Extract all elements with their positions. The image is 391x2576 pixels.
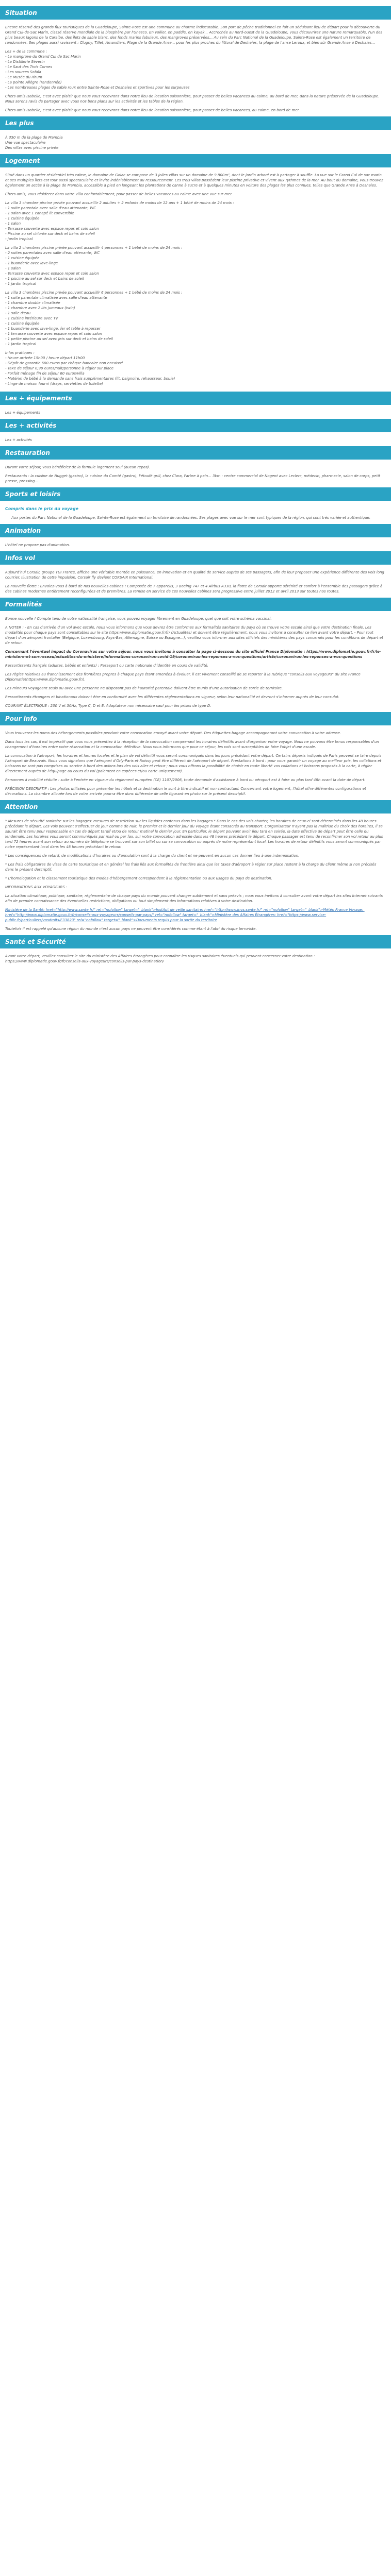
paragraph: INFORMATIONS AUX VOYAGEURS :: [5, 885, 68, 889]
list-line: - 1 buanderie avec lave-linge, fer et table à repasser: [5, 327, 101, 331]
section-header-formalites: [0, 598, 391, 611]
paragraph: Les + équipements: [5, 411, 41, 415]
paragraph: La convocation à l'aéroport, les horaires et heures locales et le plan de vol définitif vous seront communiqués dans les jours précédant votre départ. Certains départs indiqués de Paris peuvent se faire depuis l'aéroport de Beauvais. Nous vous signalons que l'aéroport d'Orly-Paris et Roissy peut être différent de l'aéroport de départ. Prestations à bord : pour vous garantir un voyage au meilleur prix, les collations et boissons ne sont pas comprises au service à bord des avions lors des vols aller et retour ; nous vous offrons la possibilité de choisir en toute liberté vos collations et boissons proposés à la carte, à régler directement auprès de l'équipage au cours du vol (paiement en espèces et/ou carte uniquement).: [5, 754, 383, 773]
section-header-restauration: [0, 446, 391, 460]
paragraph: Personnes à mobilité réduite : suite à l'entrée en vigueur du règlement européen (CE) 1107/2006, toute demande d'assistance à bord ou aéroport est à faire au plus tard 48h avant la date de départ.: [5, 778, 366, 782]
section-attention: [0, 819, 391, 931]
paragraph: * L'homologation et le classement touristique des modes d'hébergement correspondent à la réglementation ou aux usages du pays de destination.: [5, 876, 272, 880]
section-logement: [0, 173, 391, 386]
section-plus: [0, 135, 391, 150]
section-title: Sports et loisirs: [5, 490, 61, 498]
paragraph: Aux portes du Parc National de la Guadeloupe, Sainte-Rose est également un territoire de randonnées. Ses plages avec vue sur le mer sont typiques de la région, qui sont très variée et authentique.: [11, 516, 371, 520]
paragraph: Vous trouverez les noms des hébergements possibles pendant votre convocation envoyé avant votre départ. Des étiquettes bagage accompagneront votre convocation à votre adresse.: [5, 731, 341, 735]
section-header-plus: [0, 116, 391, 130]
list-line: - Taxe de séjour 0,90 euros/nuit/personne à régler sur place: [5, 366, 114, 370]
section-animation: [0, 543, 391, 548]
list-line: - 1 buanderie avec lave-linge: [5, 261, 58, 265]
subheading: Compris dans le prix du voyage: [5, 506, 79, 511]
list-line: - La Distillerie Séverin: [5, 60, 45, 64]
section-title: Santé et Sécurité: [5, 938, 66, 945]
page: [0, 0, 391, 964]
list-line: - Le Saut des Trois Cornes: [5, 65, 53, 69]
list-line: - Jardin tropical: [5, 237, 33, 241]
section-title: Logement: [5, 157, 40, 164]
list-line: - La pointe Allègre (randonnée): [5, 80, 62, 84]
list-line: - 1 cuisine équipée: [5, 321, 40, 326]
section-title: Les + équipements: [5, 395, 72, 402]
list-line: - Matériel de bébé à la demande sans frais supplémentaires (lit, baignoire, rehausseur, boule): [5, 377, 175, 381]
list-line: - 1 cuisine intérieure avec TV: [5, 316, 58, 320]
list-line: - Dépôt de garantie 600 euros par chèque bancaire non encaissé: [5, 361, 123, 365]
list-line: - Linge de maison fourni (draps, serviettes de toilette): [5, 382, 103, 386]
list-line: - Terrasse couverte avec espace repas et coin salon: [5, 272, 99, 276]
list-line: - 1 piscine au sel sur deck et bains de soleil: [5, 277, 84, 281]
section-pour-info: [0, 731, 391, 796]
list-line: - 1 salon avec 1 canapé lit convertible: [5, 211, 74, 215]
section-title: Infos vol: [5, 554, 35, 562]
paragraph: Les + activités: [5, 438, 32, 442]
paragraph: Les mineurs voyageant seuls ou avec une personne ne disposant pas de l'autorité parentale doivent être munis d'une autorisation de sortie de territoire.: [5, 686, 283, 690]
section-header-sante: [0, 935, 391, 948]
section-title: Formalités: [5, 601, 42, 608]
section-header-attention: [0, 800, 391, 814]
section-header-situation: [0, 6, 391, 20]
list-line: - Les nombreuses plages de sable roux entre Sainte-Rose et Deshaies et sportives pour les surpeuses: [5, 86, 190, 90]
list-line: - 1 cuisine équipée: [5, 216, 40, 221]
list-line: - Forfait ménage fin de séjour 60 euros/villa: [5, 371, 85, 376]
list-line: - 1 suite parentale climatisée avec salle d'eau attenante: [5, 296, 107, 300]
section-sante: [0, 954, 391, 964]
list-line: Des villas avec piscine privée: [5, 146, 59, 150]
paragraph: Restaurants : la cuisine de Nugget (gastro), la cuisine du Comté (gastro), l'étoufé grill, chez Clara, l'arbre à pain... 3km : centre commercial de Nogent avec Leclerc, médecin, pharmacie, salon de corps, petit presse, pressing...: [5, 474, 382, 483]
section-title: Pour info: [5, 715, 37, 722]
paragraph: Dans tous les cas, il est impératif que vous vous présentiez à la réception de la convocation comprenant les horaires définitifs avant d'organiser votre voyage. Nous ne pouvons être tenus responsables d'un changement d'horaires entre votre réservation et la convocation définitive. Nous vous informons que pour ce séjour, les vols sont susceptibles de faire l'objet d'une escale.: [5, 740, 380, 749]
section-header-animation: [0, 524, 391, 537]
paragraph: Aujourd'hui Corsair, groupe TUI France, affiche une véritable montée en puissance, en innovation et en qualité de service auprès de ses passagers, afin de leur proposer une expérience différente des vols long courrier. Illustration de cette impulsion, Corsair fly devient CORSAIR International.: [5, 570, 386, 580]
paragraph: PRÉCISION DESCRIPTIF : Les photos utilisées pour présenter les hôtels et la destination le sont à titre indicatif et non contractuel. Concernant votre logement, l'hôtel offre différentes configurations et décorations. La chambre allouée lors de votre arrivée pourra être donc différente de celle figurant en photo sur le présent descriptif.: [5, 787, 367, 796]
section-title: Attention: [5, 803, 38, 810]
section-header-activites: [0, 419, 391, 432]
section-header-equipements: [0, 392, 391, 405]
list-line: La villa 1 chambre piscine privée pouvant accueillir 2 adultes + 2 enfants de moins de 12 ans + 1 bébé de moins de 24 mois :: [5, 201, 234, 205]
paragraph: Toutefois il est rappelé qu'aucune région du monde n'est aucun pays ne peuvent être considérés comme étant à l'abri du risque terroriste.: [5, 927, 257, 931]
paragraph: Avant votre départ, veuillez consulter le site du ministère des Affaires étrangères pour connaître les risques sanitaires éventuels qui peuvent concerner votre destination : https://www.diplomatie.gouv.fr/fr/conseils-aux-voyageurs/conseils-par-pays-destination/: [5, 954, 316, 963]
paragraph: Situé dans un quartier résidentiel très calme, le domaine de Golac se compose de 3 jolies villas sur un domaine de 9 800m², dont le jardin arboré est à partager à souffle. La vue sur le Grand Cul de sac marin et ses multiples îlets est tout aussi spectaculaire et invite indéniablement au ressourcement. Les trois villas possèdent leur piscine privative et vivent aux rythmes de la mer. Au bout du domaine, vous trouvez également un accès à la plage de Mambia, accessible à pied en longeant les plantations de canne à sucre et à quelques minutes en voiture des plages les plus connues, telles que Grande Anse à Deshaies.: [5, 173, 384, 188]
list-line: - 1 suite parentale avec salle d'eau attenante, WC: [5, 206, 96, 210]
list-line: - Le Musée du Rhum: [5, 75, 42, 79]
paragraph: Bonne nouvelle ! Compte tenu de votre nationalité française, vous pouvez voyager librement en Guadeloupe, quel que soit votre schéma vaccinal.: [5, 617, 272, 621]
section-equipements: [0, 410, 391, 415]
list-line: Les + de la commune :: [5, 49, 47, 54]
list-line: À 350 m de la plage de Mambia: [5, 135, 63, 140]
paragraph: Les règles relatives au franchissement des frontières propres à chaque pays étant amenées à évoluer, il est vivement conseillé de se reporter à la rubrique "conseils aux voyageurs" du site France Diplomatie(https://www.diplomatie.gouv.fr/).: [5, 672, 362, 682]
list-line: - 1 chambre avec 2 lits jumeaux (twin): [5, 306, 75, 310]
list-line: - 1 salle d'eau: [5, 311, 31, 315]
paragraph: * Les conséquences de retard, de modifications d'horaires ou d'annulation sont à la charge du client et ne peuvent en aucun cas donner lieu à une indemnisation.: [5, 854, 300, 858]
paragraph: COURANT ÉLECTRIQUE : 230 V et 50Hz, Type C, D et E. Adaptateur non nécessaire sauf pour les prises de type D.: [5, 704, 211, 708]
paragraph: L'hôtel ne propose pas d'animation.: [5, 543, 70, 547]
section-sports: [0, 506, 391, 520]
list-line: - 1 petite piscine au sel avec jets sur deck et bains de soleil: [5, 337, 113, 341]
paragraph: * Mesures de sécurité sanitaire sur les bagages: mesures de restriction sur les liquides contenus dans les bagages * Dans le cas des vols charter, les horaires de ceux-ci sont déterminés dans les 48 heures précédant le départ. Les vols peuvent s'effectuer de jour comme de nuit, le premier et le dernier jour du voyage étant consacrés au transport. L'organisateur n'ayant pas la maîtrise du choix des horaires, il se saurait être tenu pour responsable en cas de départ tardif et/ou de retour matinal le dernier jour. En particulier, le départ pouvant avoir lieu tard en soirée, la date effective de départ peut être celle du lendemain. Les horaires vous seront communiqués par mail ou par fax, sur votre convocation adressée dans les 48 heures précédant le départ. Chaque passager est tenu de reconfirmer son vol retour au plus tard 72 heures avant son retour au numéro de téléphone se trouvant sur son billet ou sur sa convocation ou auprès de notre représentant local. Les horaires de retour définitifs vous seront communiqués par notre représentant local dans les 48 heures précédant le retour.: [5, 819, 384, 849]
list-line: La villa 3 chambres piscine privée pouvant accueillir 6 personnes + 1 bébé de moins de 24 mois :: [5, 291, 183, 295]
section-title: Restauration: [5, 449, 50, 456]
list-line: Une vue spectaculaire: [5, 141, 46, 145]
list-line: - 1 jardin tropical: [5, 342, 36, 346]
list-line: La villa 2 chambres piscine privée pouvant accueillir 4 personnes + 1 bébé de moins de 24 mois :: [5, 246, 183, 250]
list-line: - 1 terrasse couverte avec espace repas et coin salon: [5, 332, 102, 336]
list-line: - Heure arrivée 15h00 / heure départ 11h00: [5, 356, 85, 360]
paragraph: Chers amis Isabelle, c'est avec plaisir que nous vous recevrons dans notre lieu de location saisonnière, pour passer de belles vacances au calme, au bord de mer, dans la nature préservée de la Guadeloupe. Nous serons ravis de partager avec vous nos bons plans sur les activités et les tables de la région.: [5, 94, 381, 104]
section-restauration: [0, 465, 391, 484]
section-header-sports: [0, 487, 391, 501]
section-situation: [0, 25, 391, 113]
section-title: Les + activités: [5, 422, 57, 429]
paragraph: Chers amis, vous résiderez dans votre villa confortablement, pour passer de belles vacances au calme avec une vue sur mer.: [5, 192, 233, 196]
paragraph: La situation climatique, politique, sanitaire, réglementaire de chaque pays du monde pouvant changer subitement et sans préavis ; nous vous invitons à consulter avant votre départ les sites Internet suivants afin de prendre connaissance des éventuelles restrictions, obligations ou tout simplement des informations relatives à votre destination.: [5, 894, 384, 903]
section-header-infos-vol: [0, 551, 391, 565]
list-line: - 1 chambre double climatisée: [5, 301, 60, 305]
paragraph: Durant votre séjour, vous bénéficiez de la formule logement seul (aucun repas).: [5, 465, 150, 469]
list-line: - 1 cuisine équipée: [5, 256, 40, 260]
list-line: - Piscine au sel chlorée sur deck et bains de soleil: [5, 232, 95, 236]
links-paragraph[interactable]: Ministère de la Santé: href="http://www.sante.fr/" rel="nofollow" target="_blank">Institut de veille sanitaire: href="http://www.invs.sante.fr/" rel="nofollow" target="_blank">Météo France Voyage: href="http://www.diplomatie.gouv.fr/fr/conseils-aux-voyageurs/conseils-par-pays/" rel="nofollow" target="_blank">Ministère des Affaires Étrangères: href="https://www.service-public.fr/particuliers/vosdroits/F33823" rel="nofollow" target="_blank">Documents requis pour la sortie du territoire: [5, 908, 365, 922]
list-line: - Les sources Sofaïa: [5, 70, 41, 74]
paragraph: Ressortissants étrangers et binationaux doivent être en conformité avec les différentes réglementations en vigueur, selon leur nationalité et devront s'informer auprès de leur consulat.: [5, 695, 340, 699]
paragraph: Ressortissants français (adultes, bébés et enfants) : Passeport ou carte nationale d'identité en cours de validité.: [5, 664, 209, 668]
list-line: - La mangrove du Grand Cul de Sac Marin: [5, 55, 81, 59]
section-infos-vol: [0, 570, 391, 594]
paragraph: A NOTER : - En cas d'arrivée d'un vol avec escale, nous vous informons que vous devrez être conformes aux formalités sanitaires du pays où se trouve votre escale ainsi que votre destination finale. Les modalités pour chaque pays sont consultables sur le site https://www.diplomatie.gouv.fr/fr/ (Actualités) et doivent être régulièrement, nous vous invitons à consulter ce lien avant votre départ. - Pour tout départ d'un aéroport frontalier (Belgique, Luxembourg, Pays-Bas, Allemagne, Suisse ou Espagne...), veuillez vous informer aux sites officiels des ministères des pays concernés pour les conditions de départ et de retour.: [5, 625, 385, 645]
paragraph: Chers amis Isabelle, c'est avec plaisir que nous vous recevrons dans notre lieu de location saisonnière, pour passer de belles vacances, au calme, en bord de mer.: [5, 108, 300, 112]
list-line: - 1 salon: [5, 222, 21, 226]
paragraph-coronavirus-link[interactable]: Concernant l'éventuel impact du Coronavirus sur votre séjour, nous vous invitons à consulter la page ci-dessous du site officiel France Diplomatie : https://www.diplomatie.gouv.fr/fr/le-ministere-et-son-reseau/actualites-du-ministere/informations-coronavirus-covid-19/coronavirus-les-reponses-a-vos-questions/article/coronavirus-les-reponses-a-vos-questions: [5, 650, 381, 659]
paragraph: Encore réservé des grands flux touristiques de la Guadeloupe, Sainte-Rose est une commune au charme indiscutable. Son port de pêche traditionnel en fait un séduisant lieu de départ pour la découverte du Grand Cul-de-Sac Marin, classé réserve mondiale de la biosphère par l'Unesco. En voilier, en paddle, en kayak... Accrochée au nord-ouest de la Guadeloupe, vous découvrirez une nature remarquable, l'un des plus beaux lagons de la Caraïbe, des îlets de sable blanc, des fonds marins fabuleux, des mangroves préservées... Au sein du Parc National de la Guadeloupe, Sainte-Rose est également un territoire de randonnées. Ses plages aussi ravissent : Clugny, Tillet, Amandiers, Plage de la Grande Anse... pour les plus proches du littoral de Deshaies, la plage de l'anse Leroux, et bien sûr Grande Anse à Deshaies...: [5, 25, 384, 45]
list-line: - Terrasse couverte avec espace repas et coin salon: [5, 227, 99, 231]
list-line: - 1 salon: [5, 266, 21, 270]
section-header-pour-info: [0, 712, 391, 725]
section-title: Situation: [5, 9, 37, 16]
list-line: - 2 suites parentales avec salle d'eau attenante, WC: [5, 251, 100, 255]
section-header-logement: [0, 154, 391, 167]
list-line: - 1 jardin tropical: [5, 282, 36, 286]
paragraph: La nouvelle flotte : Envolez-vous à bord de nos nouvelles cabines ! Composée de 7 appareils, 3 Boeing 747 et 4 Airbus A330, la flotte de Corsair apporte sérénité et confort à l'ensemble des passagers grâce à des cabines modernes entièrement reconfigurées et de premières. La remise en service de ces nouvelles cabines sera progressive entre juillet 2012 et avril 2013 sur toutes nos routes.: [5, 584, 384, 594]
section-title: Animation: [5, 527, 41, 534]
section-formalites: [0, 616, 391, 708]
section-title: Les plus: [5, 120, 34, 127]
paragraph: * Les frais obligatoires de visas de carte touristique et en général les frais liés aux formalités de frontière ainsi que les taxes d'aéroport à régler sur place restent à la charge du client même si non précisés dans le présent descriptif.: [5, 862, 378, 872]
section-activites: [0, 437, 391, 443]
list-line: Infos pratiques :: [5, 351, 35, 355]
